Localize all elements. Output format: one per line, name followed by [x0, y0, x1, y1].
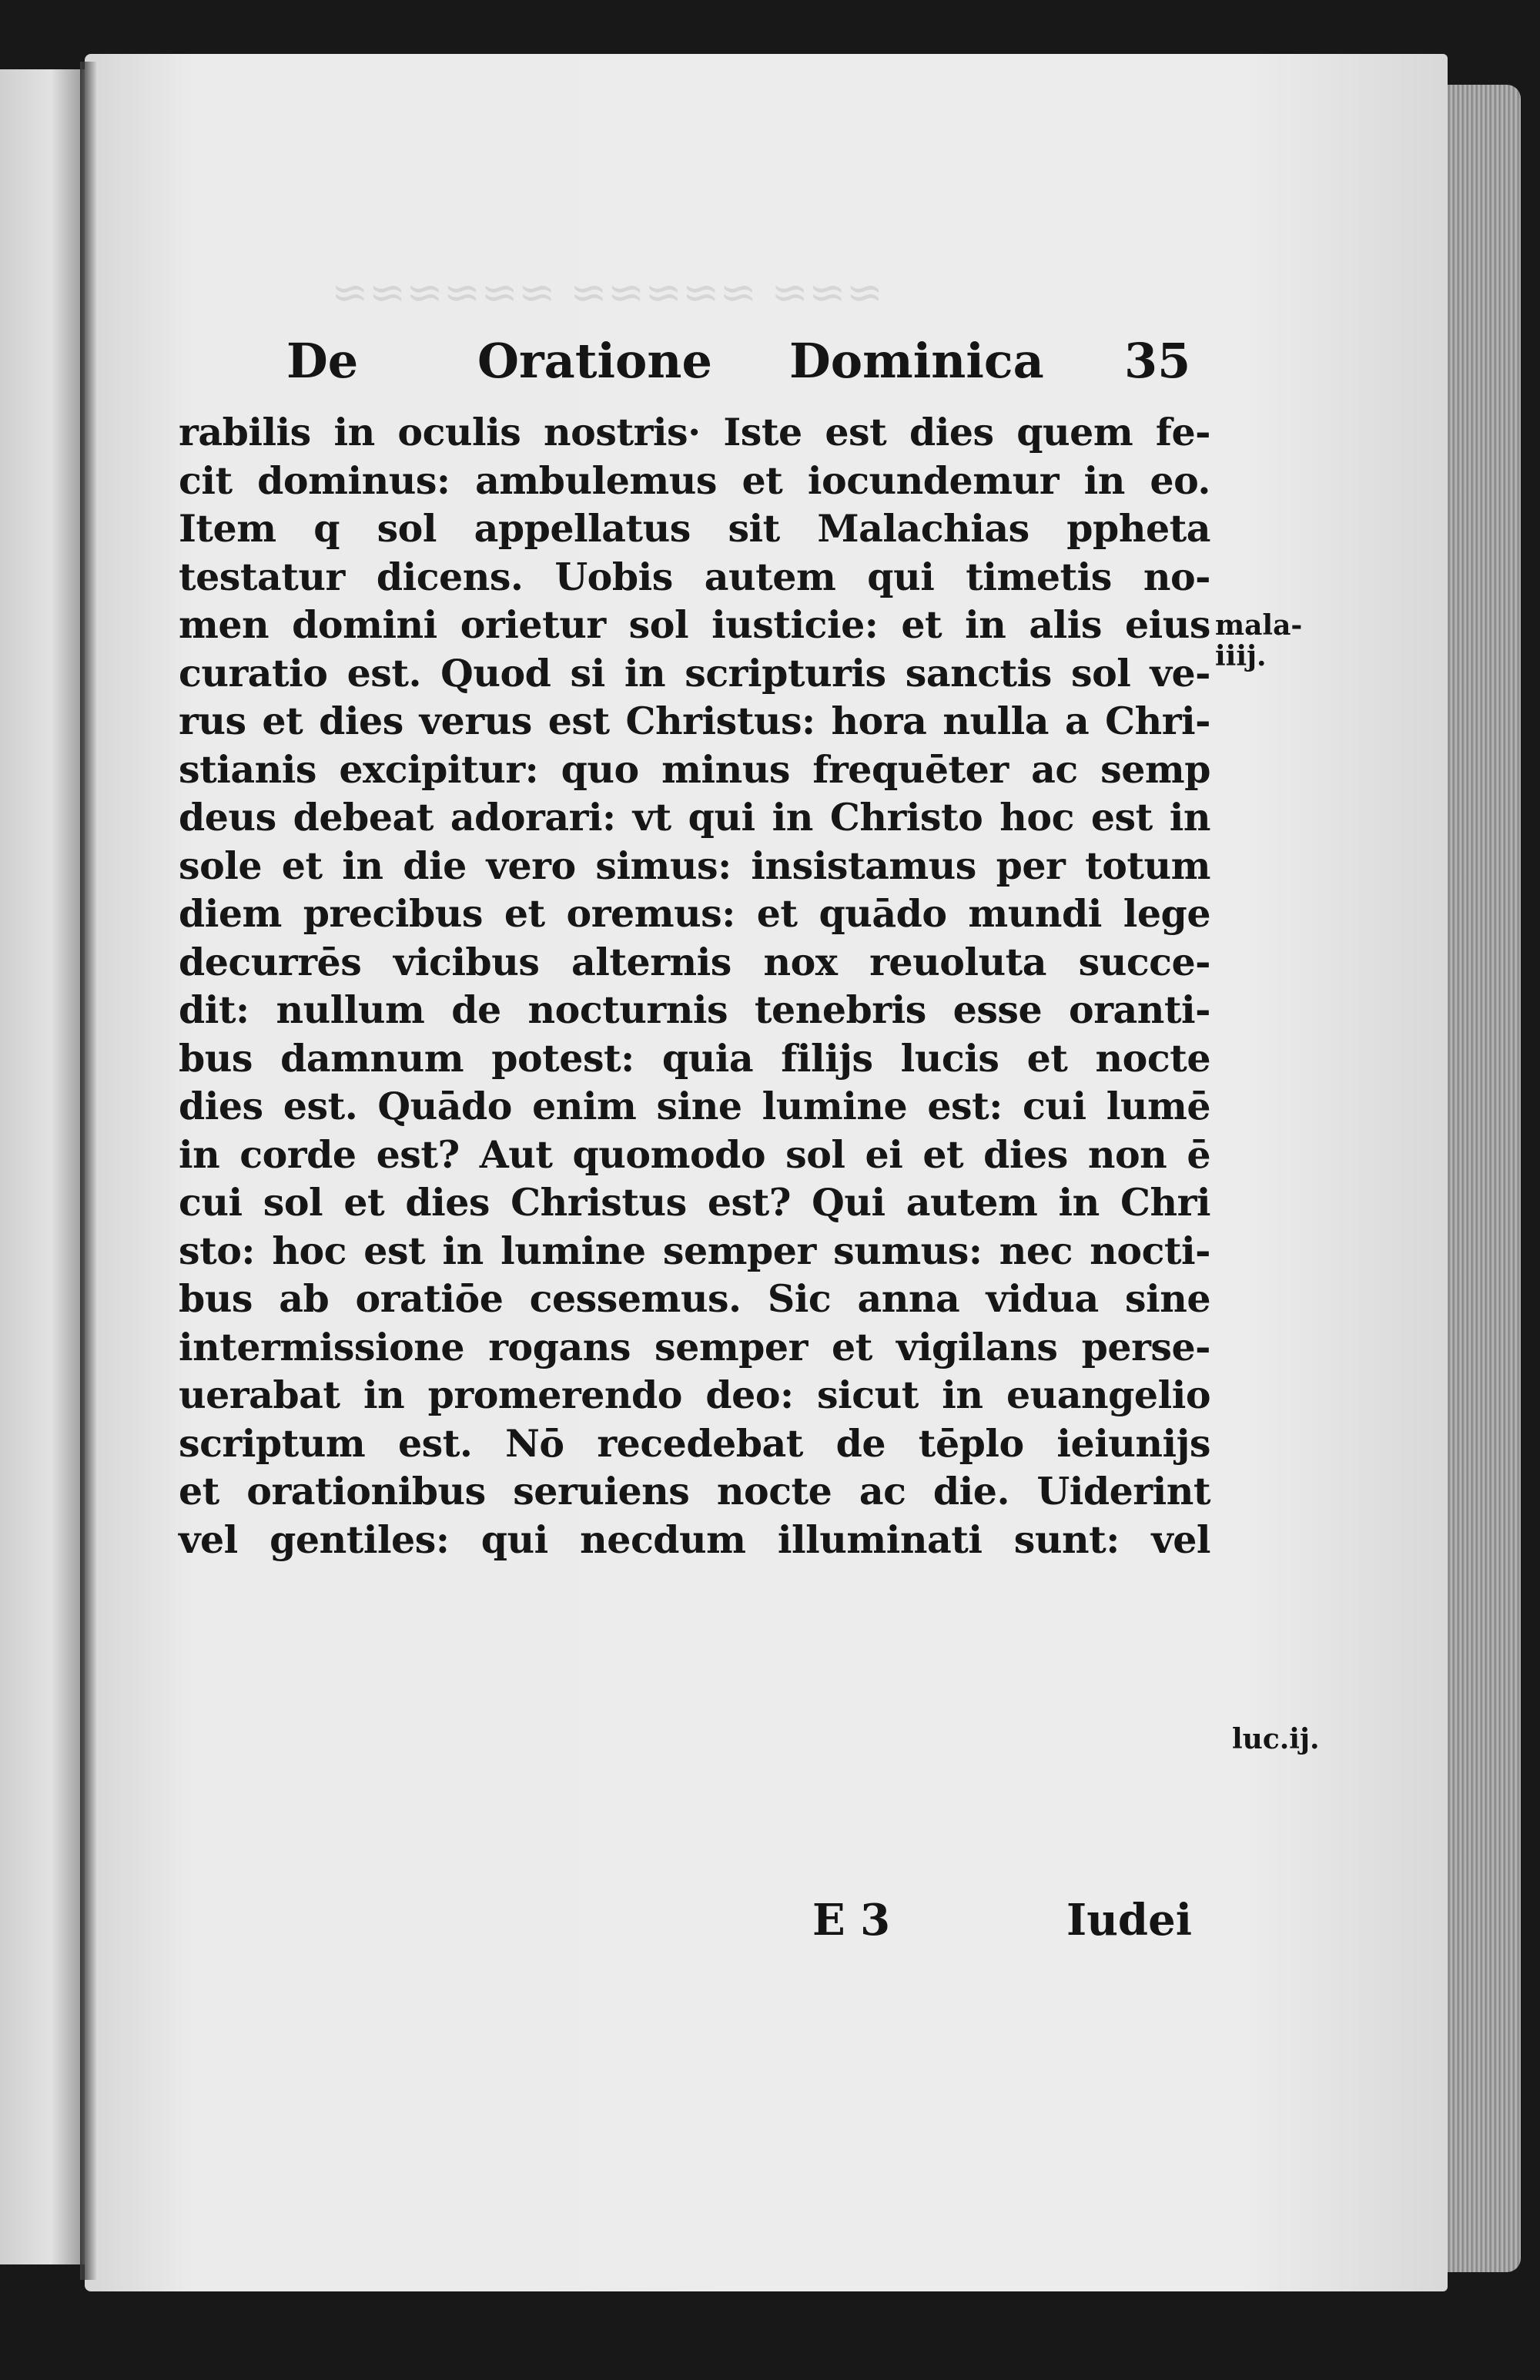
text-line: vel gentiles: qui necdum illuminati sunt: vel	[179, 1517, 1210, 1562]
text-line: intermissione rogans semper et vigilans perse-	[179, 1324, 1210, 1369]
running-head-word: Oratione	[477, 333, 712, 389]
text-line: diem precibus et oremus: et quādo mundi lege	[179, 891, 1210, 936]
text-line: testatur dicens. Uobis autem qui timetis no-	[179, 554, 1210, 599]
text-line: dies est. Quādo enim sine lumine est: cui lumē	[179, 1084, 1210, 1128]
text-line: deus debeat adorari: vt qui in Christo hoc est in	[179, 795, 1210, 840]
text-line: scriptum est. Nō recedebat de tēplo ieiunijs	[179, 1420, 1210, 1466]
body-text	[179, 408, 1210, 1564]
margin-note-line: luc.ij.	[1232, 1723, 1320, 1755]
folio-number: 35	[1124, 333, 1191, 389]
text-line: bus ab oratiōe cessemus. Sic anna vidua sine	[179, 1276, 1210, 1321]
running-head-word: Dominica	[789, 333, 1044, 389]
text-line: decurrēs vicibus alternis nox reuoluta succe-	[179, 939, 1210, 984]
text-line: rabilis in oculis nostris· Iste est dies quem fe-	[179, 410, 1210, 454]
text-line: Item q sol appellatus sit Malachias ppheta	[179, 506, 1210, 551]
signature-mark: E 3	[812, 1895, 891, 1946]
text-line: men domini orietur sol iusticie: et in alis eius	[179, 602, 1210, 647]
text-line: bus damnum potest: quia filijs lucis et nocte	[179, 1035, 1210, 1081]
show-through-text: ≈≈≈ ≈≈≈≈≈ ≈≈≈≈≈≈	[331, 266, 884, 318]
facing-page-edge	[0, 69, 85, 2264]
page-footer	[801, 1895, 1217, 1956]
text-line: sole et in die vero simus: insistamus per totum	[179, 843, 1210, 888]
text-line: rus et dies verus est Christus: hora nulla a Chri-	[179, 699, 1210, 743]
margin-note-luke	[1232, 1724, 1320, 1755]
gutter-shadow	[80, 62, 97, 2280]
text-line: in corde est? Aut quomodo sol ei et dies non ē	[179, 1131, 1210, 1177]
text-line: cit dominus: ambulemus et iocundemur in eo.	[179, 458, 1210, 503]
margin-note-line: iiij.	[1215, 640, 1267, 672]
running-head-word: De	[286, 333, 359, 389]
text-line: et orationibus seruiens nocte ac die. Uiderint	[179, 1469, 1210, 1513]
text-line: uerabat in promerendo deo: sicut in euangelio	[179, 1373, 1210, 1417]
catchword: Iudei	[1066, 1895, 1192, 1946]
margin-note-malachias	[1215, 610, 1302, 672]
text-line: cui sol et dies Christus est? Qui autem in Chri	[179, 1180, 1210, 1225]
text-line: stianis excipitur: quo minus frequēter ac semp	[179, 746, 1210, 792]
running-head	[277, 333, 1201, 402]
text-line: curatio est. Quod si in scripturis sanctis sol ve-	[179, 650, 1210, 696]
text-line: dit: nullum de nocturnis tenebris esse oranti-	[179, 987, 1210, 1032]
text-line: sto: hoc est in lumine semper sumus: nec nocti-	[179, 1228, 1210, 1273]
margin-note-line: mala-	[1215, 609, 1303, 642]
